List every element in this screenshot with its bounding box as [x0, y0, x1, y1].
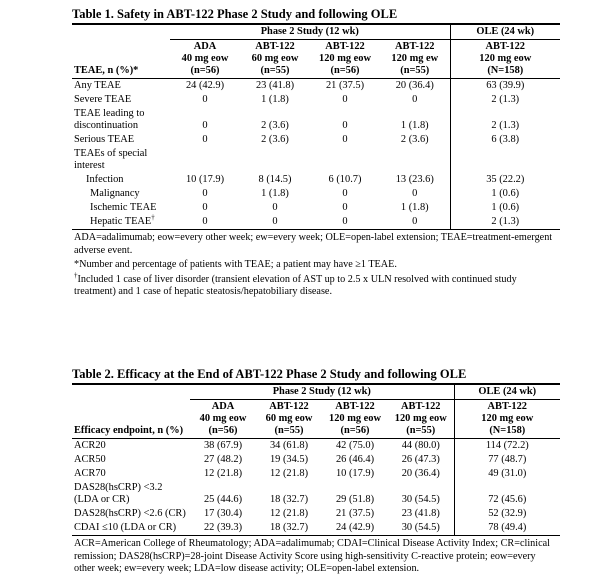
- table-row: Severe TEAE 0 1 (1.8) 0 0 2 (1.3): [72, 93, 560, 107]
- table-1-title: Table 1. Safety in ABT-122 Phase 2 Study and following OLE: [72, 7, 398, 21]
- table-2-footnotes: [72, 536, 560, 576]
- table-row: Hepatic TEAE† 0 0 0 0 2 (1.3): [72, 215, 560, 230]
- table-1-col-header: ABT-122 120 mg ew (n=55): [380, 40, 450, 79]
- table-2-group-phase2: Phase 2 Study (12 wk): [190, 384, 454, 400]
- table-1-group-ole: OLE (24 wk): [450, 24, 560, 40]
- table-row: TEAEs of special interest: [72, 147, 560, 173]
- table-row: Malignancy 0 1 (1.8) 0 0 1 (0.6): [72, 187, 560, 201]
- table-1-col-header: ABT-122 120 mg eow (N=158): [450, 40, 560, 79]
- footnote-star: *Number and percentage of patients with TEAE; a patient may have ≥1 TEAE.: [74, 259, 397, 270]
- table-2-group-ole: OLE (24 wk): [454, 384, 560, 400]
- footnote-dagger: †Included 1 case of liver disorder (transient elevation of AST up to 2.5 x ULN resolved with continued study treatment) and 1 case of hepatic steatosis/hepatobiliary disease.: [74, 271, 517, 297]
- footnote-abbreviations: ADA=adalimumab; eow=every other week; ew=every week; OLE=open-label extension; TEAE=treatment-emergent adverse event.: [74, 232, 553, 256]
- table-1-col-header: ADA 40 mg eow (n=56): [170, 40, 240, 79]
- table-row: CDAI ≤10 (LDA or CR) 22 (39.3) 18 (32.7) 24 (42.9) 30 (54.5) 78 (49.4): [72, 521, 560, 536]
- table-row: TEAE leading to discontinuation 0 2 (3.6) 0 1 (1.8) 2 (1.3): [72, 107, 560, 133]
- table-2-block: [72, 366, 560, 578]
- table-row: Serious TEAE 0 2 (3.6) 0 2 (3.6) 6 (3.8): [72, 133, 560, 147]
- table-1: [72, 23, 560, 230]
- table-2-title: Table 2. Efficacy at the End of ABT-122 Phase 2 Study and following OLE: [72, 367, 467, 381]
- table-2-col-header: ABT-122 120 mg eow (n=56): [322, 400, 388, 439]
- table-1-footnotes: [72, 230, 560, 299]
- table-1-block: [72, 6, 560, 301]
- table-2: [72, 383, 560, 536]
- table-2-col-header: ADA 40 mg eow (n=56): [190, 400, 256, 439]
- table-row: Any TEAE 24 (42.9) 23 (41.8) 21 (37.5) 20 (36.4) 63 (39.9): [72, 79, 560, 94]
- table-1-col-header: ABT-122 120 mg eow (n=56): [310, 40, 380, 79]
- table-2-col-header: ABT-122 120 mg eow (n=55): [388, 400, 454, 439]
- table-row: Infection 10 (17.9) 8 (14.5) 6 (10.7) 13 (23.6) 35 (22.2): [72, 173, 560, 187]
- table-2-col-header: ABT-122 60 mg eow (n=55): [256, 400, 322, 439]
- table-row: ACR50 27 (48.2) 19 (34.5) 26 (46.4) 26 (47.3) 77 (48.7): [72, 453, 560, 467]
- table-row: DAS28(hsCRP) <3.2 (LDA or CR) 25 (44.6) 18 (32.7) 29 (51.8) 30 (54.5) 72 (45.6): [72, 481, 560, 507]
- table-row: ACR20 38 (67.9) 34 (61.8) 42 (75.0) 44 (80.0) 114 (72.2): [72, 439, 560, 454]
- footnote-abbreviations: ACR=American College of Rheumatology; ADA=adalimumab; CDAI=Clinical Disease Activity Index; CR=clinical remission; DAS28(hsCRP)=28-joint Disease Activity Score using high-sensitivity C-reactive protein; eow=every other week; ew=every week; LDA=low disease activity; OLE=open-label extension.: [74, 538, 550, 574]
- table-1-col-header: ABT-122 60 mg eow (n=55): [240, 40, 310, 79]
- table-row: DAS28(hsCRP) <2.6 (CR) 17 (30.4) 12 (21.8) 21 (37.5) 23 (41.8) 52 (32.9): [72, 507, 560, 521]
- table-row: ACR70 12 (21.8) 12 (21.8) 10 (17.9) 20 (36.4) 49 (31.0): [72, 467, 560, 481]
- table-1-row-header: TEAE, n (%)*: [72, 40, 170, 79]
- table-1-group-phase2: Phase 2 Study (12 wk): [170, 24, 450, 40]
- table-row: Ischemic TEAE 0 0 0 1 (1.8) 1 (0.6): [72, 201, 560, 215]
- table-2-col-header: ABT-122 120 mg eow (N=158): [454, 400, 560, 439]
- table-2-row-header: Efficacy endpoint, n (%): [72, 400, 190, 439]
